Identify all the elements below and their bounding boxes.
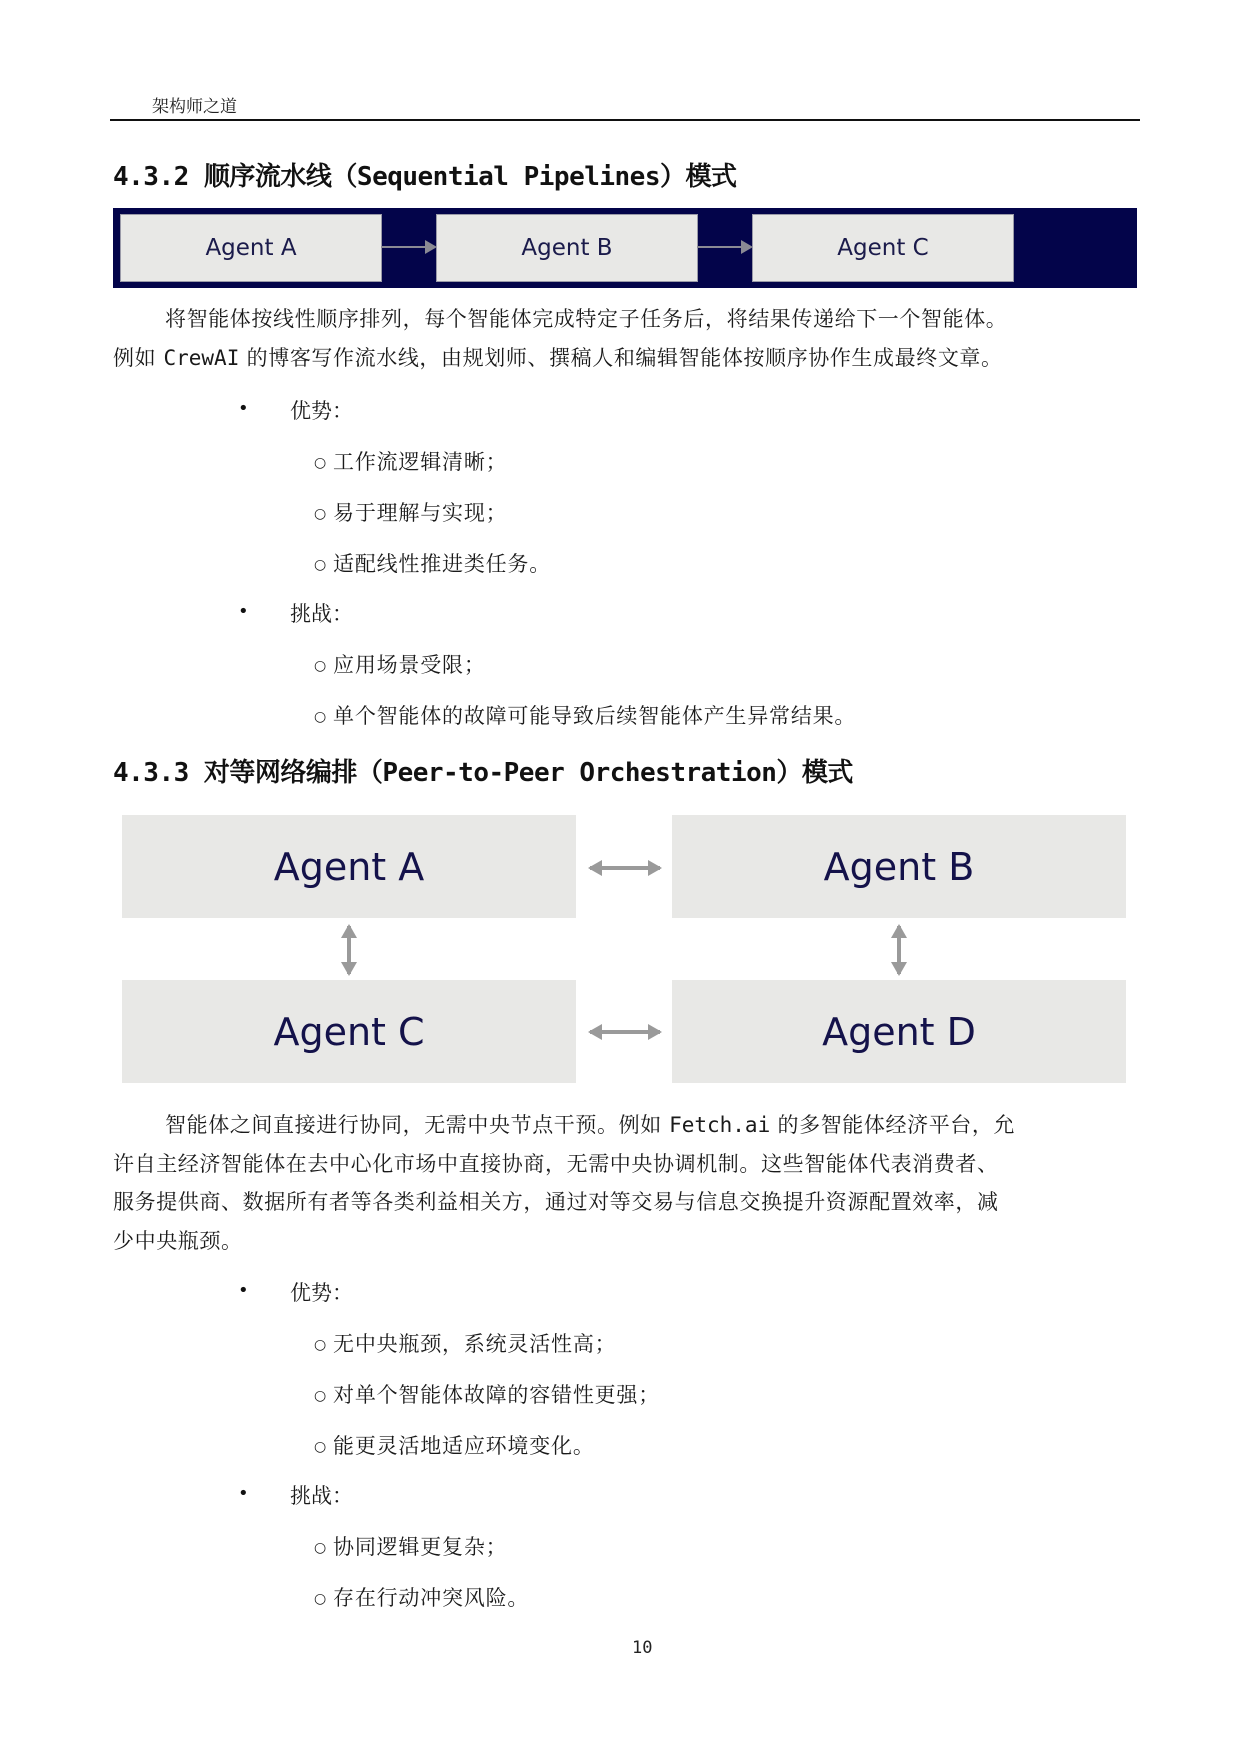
p2p-node-agent-b: Agent B <box>672 815 1126 918</box>
arrow-right-icon <box>381 246 435 248</box>
inline-code-fetchai: Fetch.ai <box>669 1113 771 1137</box>
pipeline-node-agent-b: Agent B <box>436 214 698 282</box>
p2p-node-agent-a: Agent A <box>122 815 576 918</box>
list-item: ○ 协同逻辑更复杂； <box>314 1535 508 1559</box>
advantages-label: 优势： <box>290 399 353 423</box>
paragraph-sequential <box>113 300 1138 377</box>
inline-code-crewai: CrewAI <box>163 345 240 370</box>
paragraph-text: 的多智能体经济平台，允 <box>770 1113 1016 1137</box>
list-item: ○ 易于理解与实现； <box>314 501 508 525</box>
paragraph-peer-to-peer <box>113 1106 1138 1260</box>
header-rule <box>110 119 1140 121</box>
challenges-label: 挑战： <box>290 602 353 626</box>
paragraph-line: 服务提供商、数据所有者等各类利益相关方，通过对等交易与信息交换提升资源配置效率，减 <box>113 1190 999 1214</box>
circle-bullet-icon: ○ <box>314 455 328 471</box>
sequential-pipeline-diagram <box>113 208 1137 288</box>
challenges-label: 挑战： <box>290 1484 353 1508</box>
circle-bullet-icon: ○ <box>314 658 328 674</box>
advantages-label: 优势： <box>290 1281 353 1305</box>
p2p-node-agent-d: Agent D <box>672 980 1126 1083</box>
list-item: ○ 工作流逻辑清晰； <box>314 450 508 474</box>
circle-bullet-icon: ○ <box>314 557 328 573</box>
bullet-icon: • <box>238 1483 249 1504</box>
paragraph-line: 许自主经济智能体在去中心化市场中直接协商，无需中央协调机制。这些智能体代表消费者、 <box>113 1151 999 1176</box>
bidirectional-arrow-icon <box>897 926 901 974</box>
bidirectional-arrow-icon <box>347 926 351 974</box>
list-item: ○ 能更灵活地适应环境变化。 <box>314 1434 595 1458</box>
section-heading-433: 4.3.3 对等网络编排（Peer-to-Peer Orchestration）模式 <box>113 758 853 788</box>
paragraph-text: 智能体之间直接进行协同，无需中央节点干预。例如 <box>165 1113 670 1137</box>
bullet-icon: • <box>238 601 249 622</box>
bullet-icon: • <box>238 398 249 419</box>
bidirectional-arrow-icon <box>590 866 660 870</box>
running-header-title: 架构师之道 <box>152 97 237 117</box>
bidirectional-arrow-icon <box>590 1030 660 1034</box>
list-item: ○ 单个智能体的故障可能导致后续智能体产生异常结果。 <box>314 704 857 728</box>
circle-bullet-icon: ○ <box>314 1388 328 1404</box>
paragraph-text: 的博客写作流水线，由规划师、撰稿人和编辑智能体按顺序协作生成最终文章。 <box>239 345 1003 370</box>
paragraph-line: 少中央瓶颈。 <box>113 1228 243 1253</box>
circle-bullet-icon: ○ <box>314 709 328 725</box>
list-item: ○ 适配线性推进类任务。 <box>314 552 552 576</box>
list-item: ○ 存在行动冲突风险。 <box>314 1586 530 1610</box>
page-number: 10 <box>632 1638 653 1658</box>
circle-bullet-icon: ○ <box>314 1540 328 1556</box>
list-item: ○ 应用场景受限； <box>314 653 486 677</box>
section-heading-432: 4.3.2 顺序流水线（Sequential Pipelines）模式 <box>113 162 737 192</box>
circle-bullet-icon: ○ <box>314 1591 328 1607</box>
pipeline-node-agent-c: Agent C <box>752 214 1014 282</box>
p2p-node-agent-c: Agent C <box>122 980 576 1083</box>
list-item: ○ 对单个智能体故障的容错性更强； <box>314 1383 661 1407</box>
circle-bullet-icon: ○ <box>314 1337 328 1353</box>
paragraph-text: 例如 <box>113 345 164 370</box>
bullet-icon: • <box>238 1280 249 1301</box>
list-item: ○ 无中央瓶颈，系统灵活性高； <box>314 1332 617 1356</box>
circle-bullet-icon: ○ <box>314 506 328 522</box>
circle-bullet-icon: ○ <box>314 1439 328 1455</box>
paragraph-line: 将智能体按线性顺序排列，每个智能体完成特定子任务后，将结果传递给下一个智能体。 <box>165 307 1008 331</box>
pipeline-node-agent-a: Agent A <box>120 214 382 282</box>
arrow-right-icon <box>697 246 751 248</box>
